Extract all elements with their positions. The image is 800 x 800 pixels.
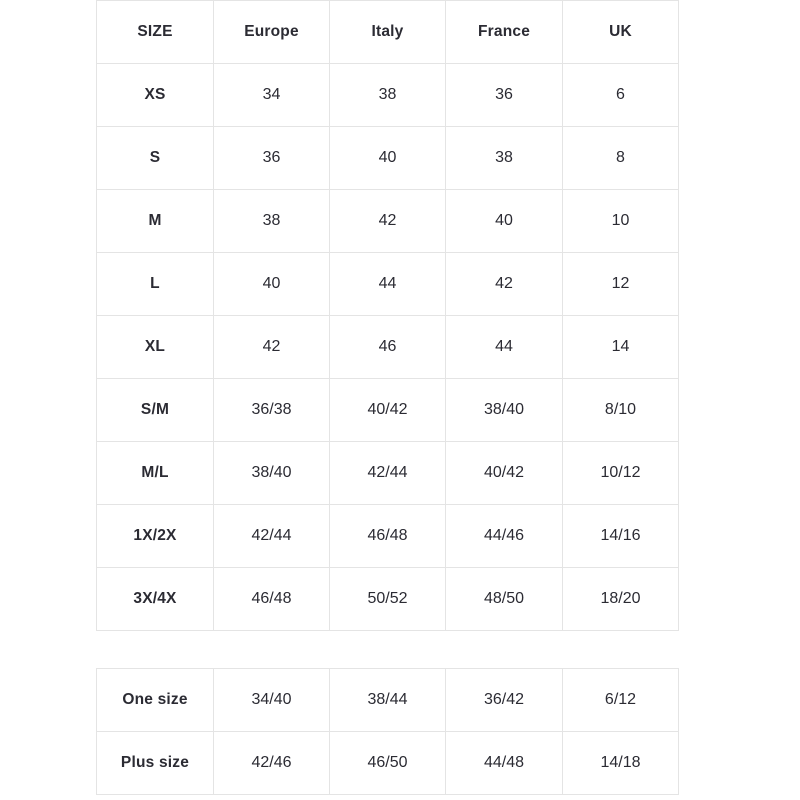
cell-uk: 12 <box>563 253 679 316</box>
cell-france: 38/40 <box>446 379 563 442</box>
cell-italy: 50/52 <box>330 568 446 631</box>
cell-france: 36 <box>446 64 563 127</box>
cell-italy: 38/44 <box>330 669 446 732</box>
cell-europe: 42 <box>214 316 330 379</box>
table-row <box>97 568 679 631</box>
cell-uk: 8 <box>563 127 679 190</box>
table-row <box>97 442 679 505</box>
table-row <box>97 379 679 442</box>
row-label: M <box>97 190 214 253</box>
cell-france: 42 <box>446 253 563 316</box>
cell-italy: 42/44 <box>330 442 446 505</box>
cell-europe: 42/44 <box>214 505 330 568</box>
row-label-plus-size: Plus size <box>97 732 214 795</box>
cell-italy: 44 <box>330 253 446 316</box>
column-header-uk: UK <box>563 1 679 64</box>
cell-europe: 38/40 <box>214 442 330 505</box>
row-label: XS <box>97 64 214 127</box>
table-row <box>97 64 679 127</box>
cell-uk: 14/18 <box>563 732 679 795</box>
row-label: S <box>97 127 214 190</box>
cell-uk: 6/12 <box>563 669 679 732</box>
cell-uk: 10 <box>563 190 679 253</box>
row-label: XL <box>97 316 214 379</box>
size-chart-main-wrapper <box>96 0 678 631</box>
cell-italy: 40 <box>330 127 446 190</box>
cell-france: 40 <box>446 190 563 253</box>
cell-italy: 42 <box>330 190 446 253</box>
cell-italy: 46/48 <box>330 505 446 568</box>
cell-italy: 46 <box>330 316 446 379</box>
row-label-one-size: One size <box>97 669 214 732</box>
table-row <box>97 127 679 190</box>
cell-france: 44 <box>446 316 563 379</box>
cell-europe: 38 <box>214 190 330 253</box>
column-header-italy: Italy <box>330 1 446 64</box>
cell-europe: 42/46 <box>214 732 330 795</box>
cell-europe: 40 <box>214 253 330 316</box>
table-row <box>97 732 679 795</box>
column-header-size: SIZE <box>97 1 214 64</box>
cell-europe: 36/38 <box>214 379 330 442</box>
row-label: 1X/2X <box>97 505 214 568</box>
column-header-europe: Europe <box>214 1 330 64</box>
table-row <box>97 505 679 568</box>
table-header <box>97 1 679 64</box>
cell-uk: 18/20 <box>563 568 679 631</box>
table-body <box>97 64 679 631</box>
table-row <box>97 669 679 732</box>
cell-europe: 34/40 <box>214 669 330 732</box>
cell-uk: 6 <box>563 64 679 127</box>
cell-italy: 38 <box>330 64 446 127</box>
cell-france: 36/42 <box>446 669 563 732</box>
cell-europe: 36 <box>214 127 330 190</box>
cell-europe: 34 <box>214 64 330 127</box>
cell-uk: 14 <box>563 316 679 379</box>
row-label: L <box>97 253 214 316</box>
table-row <box>97 190 679 253</box>
cell-france: 40/42 <box>446 442 563 505</box>
cell-france: 38 <box>446 127 563 190</box>
cell-europe: 46/48 <box>214 568 330 631</box>
secondary-table-body <box>97 669 679 795</box>
cell-italy: 46/50 <box>330 732 446 795</box>
table-header-row <box>97 1 679 64</box>
cell-france: 48/50 <box>446 568 563 631</box>
cell-uk: 14/16 <box>563 505 679 568</box>
cell-france: 44/48 <box>446 732 563 795</box>
row-label: S/M <box>97 379 214 442</box>
size-conversion-table <box>96 0 679 631</box>
row-label: M/L <box>97 442 214 505</box>
table-row <box>97 316 679 379</box>
cell-uk: 8/10 <box>563 379 679 442</box>
cell-uk: 10/12 <box>563 442 679 505</box>
size-chart-secondary-wrapper <box>96 668 678 795</box>
column-header-france: France <box>446 1 563 64</box>
row-label: 3X/4X <box>97 568 214 631</box>
table-row <box>97 253 679 316</box>
cell-france: 44/46 <box>446 505 563 568</box>
one-size-conversion-table <box>96 668 679 795</box>
cell-italy: 40/42 <box>330 379 446 442</box>
